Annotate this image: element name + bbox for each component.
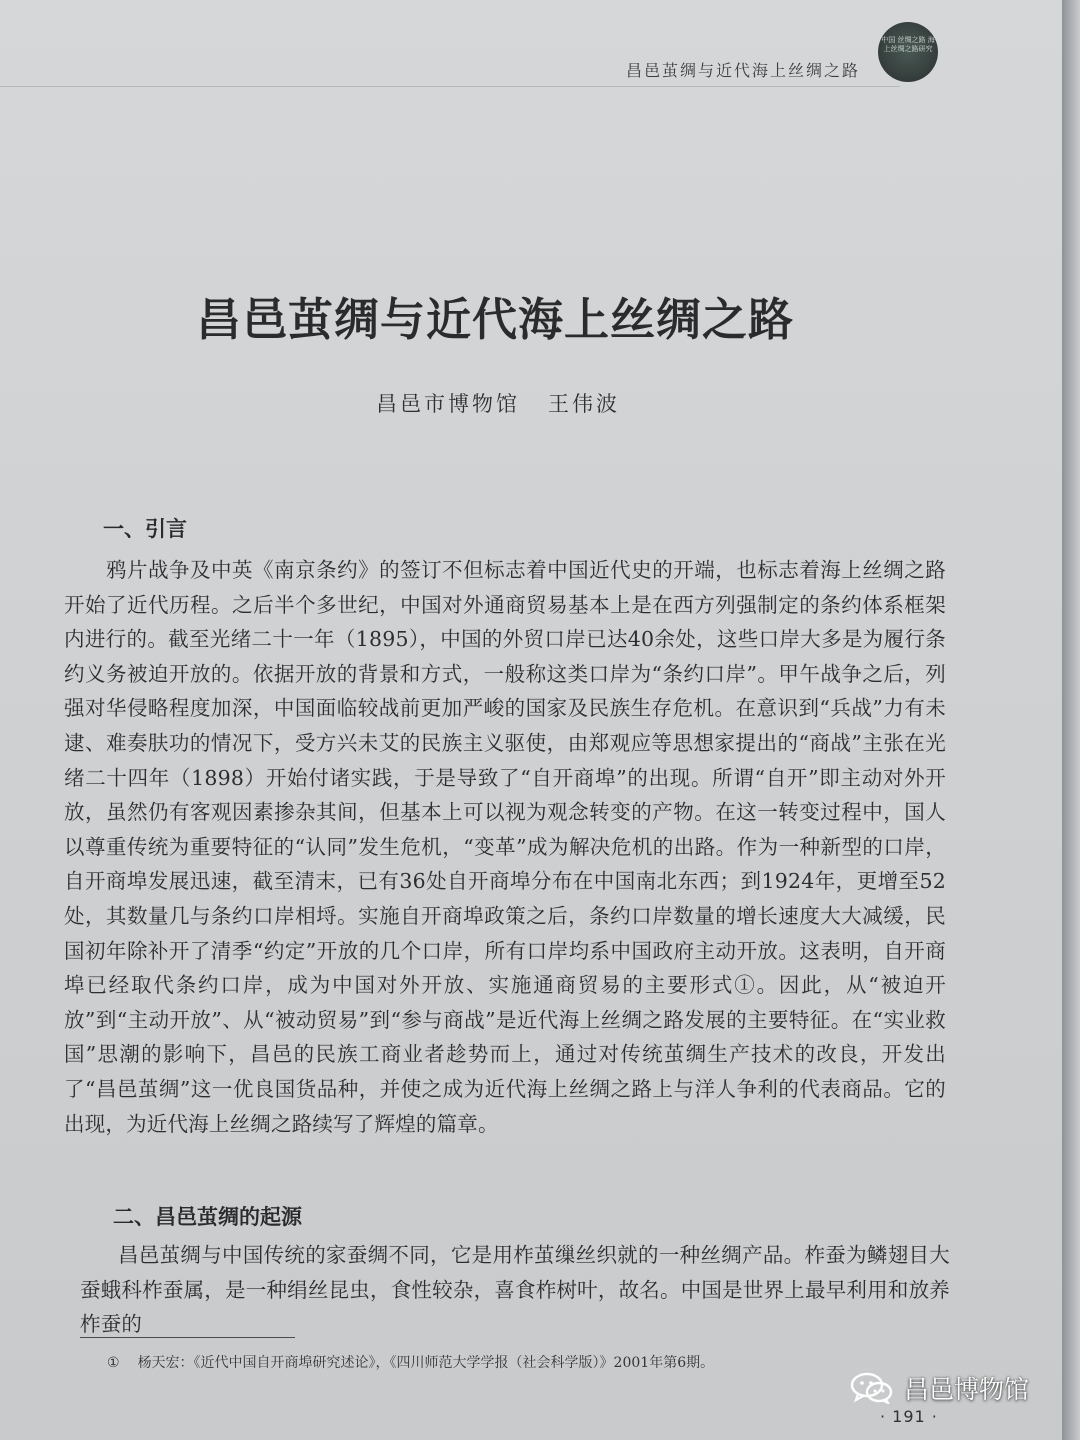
footnote: [107, 1352, 714, 1372]
header-rule: [0, 86, 900, 87]
footnote-rule: [80, 1337, 295, 1338]
section-heading-origin: 二、昌邑茧绸的起源: [113, 1205, 302, 1229]
page-edge: [1062, 0, 1080, 1440]
source-watermark: [850, 1370, 1029, 1406]
page-number: · 191 ·: [880, 1407, 938, 1426]
author-affiliation: 昌邑市博物馆: [376, 392, 520, 416]
wechat-icon: [850, 1372, 894, 1404]
byline: [0, 388, 996, 418]
journal-emblem-icon: 中国 丝绸之路 海上丝绸之路研究: [878, 22, 938, 82]
running-head: 昌邑茧绸与近代海上丝绸之路: [625, 61, 860, 80]
section-heading-introduction: 一、引言: [103, 517, 187, 541]
footnote-text: 杨天宏：《近代中国自开商埠研究述论》，《四川师范大学学报（社会科学版）》2001年第6期。: [137, 1355, 715, 1371]
footnote-mark: ①: [107, 1355, 120, 1371]
author-name: 王伟波: [548, 392, 620, 416]
section-paragraph-introduction: 鸦片战争及中英《南京条约》的签订不但标志着中国近代史的开端，也标志着海上丝绸之路开始了近代历程。之后半个多世纪，中国对外通商贸易基本上是在西方列强制定的条约体系框架内进行的。截至光绪二十一年（1895），中国的外贸口岸已达40余处，这些口岸大多是为履行条约义务被迫开放的。依据开放的背景和方式，一般称这类口岸为“条约口岸”。甲午战争之后，列强对华侵略程度加深，中国面临较战前更加严峻的国家及民族生存危机。在意识到“兵战”力有未逮、难奏肤功的情况下，受方兴未艾的民族主义驱使，由郑观应等思想家提出的“商战”主张在光绪二十四年（1898）开始付诸实践，于是导致了“自开商埠”的出现。所谓“自开”即主动对外开放，虽然仍有客观因素掺杂其间，但基本上可以视为观念转变的产物。在这一转变过程中，国人以尊重传统为重要特征的“认同”发生危机，“变革”成为解决危机的出路。作为一种新型的口岸，自开商埠发展迅速，截至清末，已有36处自开商埠分布在中国南北东西；到1924年，更增至52处，其数量几与条约口岸相埒。实施自开商埠政策之后，条约口岸数量的增长速度大大减缓，民国初年除补开了清季“约定”开放的几个口岸，所有口岸均系中国政府主动开放。这表明，自开商埠已经取代条约口岸，成为中国对外开放、实施通商贸易的主要形式①。因此，从“被迫开放”到“主动开放”、从“被动贸易”到“参与商战”是近代海上丝绸之路发展的主要特征。在“实业救国”思潮的影响下，昌邑的民族工商业者趁势而上，通过对传统茧绸生产技术的改良，开发出了“昌邑茧绸”这一优良国货品种，并使之成为近代海上丝绸之路上与洋人争利的代表商品。它的出现，为近代海上丝绸之路续写了辉煌的篇章。: [64, 558, 946, 1136]
watermark-text: 昌邑博物馆: [904, 1375, 1030, 1404]
article-title: 昌邑茧绸与近代海上丝绸之路: [195, 293, 794, 346]
section-paragraph-origin: 昌邑茧绸与中国传统的家蚕绸不同，它是用柞茧缫丝织就的一种丝绸产品。柞蚕为鳞翅目大蚕蛾科柞蚕属，是一种绢丝昆虫，食性较杂，喜食柞树叶，故名。中国是世界上最早利用和放养柞蚕的: [80, 1243, 950, 1337]
